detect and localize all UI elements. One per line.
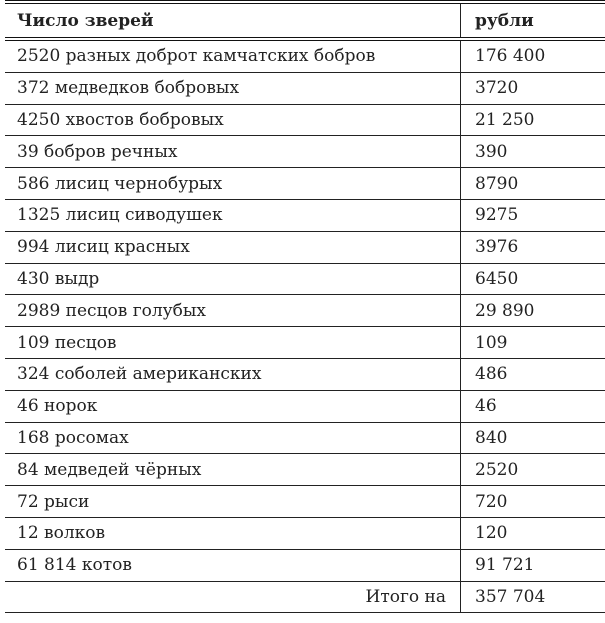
- rubles-cell: 6450: [461, 263, 605, 295]
- animal-cell: 1325 лисиц сиводушек: [5, 199, 461, 231]
- total-row: [5, 581, 605, 613]
- header-row: [5, 2, 605, 39]
- animal-cell: 372 медведков бобровых: [5, 72, 461, 104]
- rubles-cell: 486: [461, 358, 605, 390]
- rubles-cell: 21 250: [461, 104, 605, 136]
- total-value: 357 704: [461, 581, 605, 613]
- animal-cell: 39 бобров речных: [5, 136, 461, 168]
- table-row: [5, 327, 605, 359]
- rubles-cell: 9275: [461, 199, 605, 231]
- rubles-cell: 720: [461, 486, 605, 518]
- table-row: [5, 39, 605, 72]
- table-row: [5, 104, 605, 136]
- animal-cell: 109 песцов: [5, 327, 461, 359]
- animal-cell: 994 лисиц красных: [5, 231, 461, 263]
- rubles-cell: 91 721: [461, 549, 605, 581]
- animal-cell: 61 814 котов: [5, 549, 461, 581]
- animal-cell: 168 росомах: [5, 422, 461, 454]
- animal-cell: 586 лисиц чернобурых: [5, 168, 461, 200]
- rubles-cell: 46: [461, 390, 605, 422]
- table-row: [5, 549, 605, 581]
- animal-cell: 72 рыси: [5, 486, 461, 518]
- table-row: [5, 358, 605, 390]
- animal-cell: 46 норок: [5, 390, 461, 422]
- table-row: [5, 72, 605, 104]
- table-row: [5, 263, 605, 295]
- fur-value-table: [5, 0, 605, 613]
- animal-cell: 430 выдр: [5, 263, 461, 295]
- table-row: [5, 517, 605, 549]
- animal-cell: 4250 хвостов бобровых: [5, 104, 461, 136]
- total-label: Итого на: [5, 581, 461, 613]
- header-rubles: рубли: [461, 2, 605, 39]
- table-row: [5, 486, 605, 518]
- table-row: [5, 231, 605, 263]
- table-row: [5, 199, 605, 231]
- rubles-cell: 3720: [461, 72, 605, 104]
- rubles-cell: 8790: [461, 168, 605, 200]
- rubles-cell: 109: [461, 327, 605, 359]
- animal-cell: 84 медведей чёрных: [5, 454, 461, 486]
- table-row: [5, 454, 605, 486]
- animal-cell: 12 волков: [5, 517, 461, 549]
- rubles-cell: 176 400: [461, 39, 605, 72]
- animal-cell: 2520 разных доброт камчатских бобров: [5, 39, 461, 72]
- table-row: [5, 422, 605, 454]
- table-row: [5, 136, 605, 168]
- rubles-cell: 390: [461, 136, 605, 168]
- rubles-cell: 2520: [461, 454, 605, 486]
- animal-cell: 2989 песцов голубых: [5, 295, 461, 327]
- rubles-cell: 3976: [461, 231, 605, 263]
- header-animal-count: Число зверей: [17, 10, 154, 31]
- table-row: [5, 168, 605, 200]
- table-row: [5, 390, 605, 422]
- rubles-cell: 29 890: [461, 295, 605, 327]
- animal-cell: 324 соболей американских: [5, 358, 461, 390]
- table-row: [5, 295, 605, 327]
- rubles-cell: 120: [461, 517, 605, 549]
- rubles-cell: 840: [461, 422, 605, 454]
